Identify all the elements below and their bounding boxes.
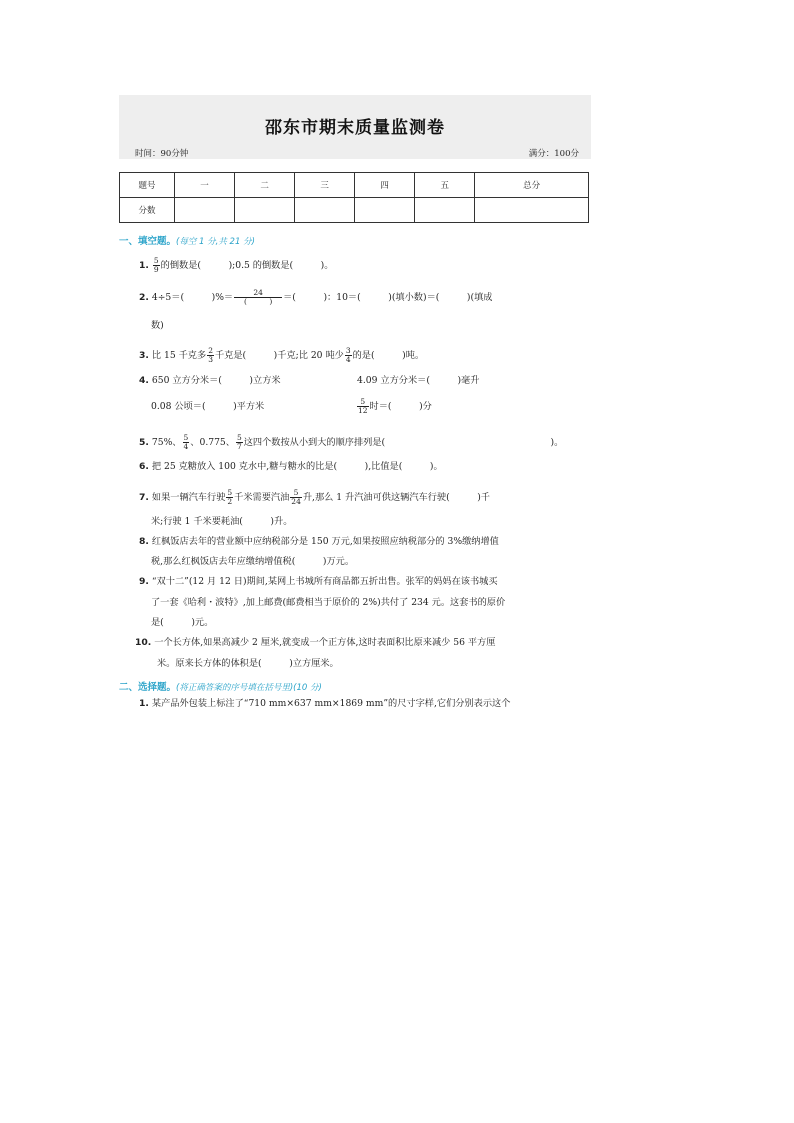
fraction [183, 434, 190, 451]
question-number: 8. [139, 536, 149, 547]
denominator: 7 [236, 442, 242, 451]
table-cell: 五 [415, 173, 475, 198]
question-number: 9. [139, 576, 149, 587]
question-9 [139, 576, 498, 588]
fraction [234, 289, 282, 306]
section-title: 二、选择题。 [119, 682, 177, 693]
question-10 [135, 637, 495, 649]
numerator: 5 [236, 433, 242, 442]
question-text: 某产品外包装上标注了“710 mm×637 mm×1869 mm”的尺寸字样,它们分别表示这个 [151, 698, 511, 709]
fraction [207, 347, 214, 364]
exam-header [119, 95, 591, 159]
question-text: 一个长方体,如果高减少 2 厘米,就变成一个正方体,这时表面积比原来减少 56 平方厘 [154, 637, 496, 648]
choice-question-1 [139, 698, 510, 710]
question-text: 75%、 [151, 437, 182, 448]
question-text: ＝( )：10＝( )(填小数)＝( )(填成 [283, 292, 493, 303]
table-cell: 分数 [120, 198, 175, 223]
denominator: 4 [345, 355, 351, 364]
numerator: 5 [357, 398, 369, 407]
fraction [345, 347, 352, 364]
question-text: 的是( )吨。 [352, 350, 425, 361]
question-4 [139, 375, 281, 387]
numerator: 24 [234, 289, 282, 298]
question-6 [139, 461, 443, 473]
denominator: 9 [153, 265, 159, 274]
denominator: 12 [358, 406, 368, 415]
denominator: 24 [291, 497, 301, 506]
numerator: 5 [183, 433, 189, 442]
numerator: 5 [290, 489, 302, 498]
question-text: 这四个数按从小到大的顺序排列是( )。 [243, 437, 564, 448]
fraction [236, 434, 243, 451]
question-text: 、0.775、 [190, 437, 235, 448]
question-10-cont: 米。原来长方体的体积是( )立方厘米。 [157, 658, 339, 669]
fraction [290, 489, 302, 506]
table-cell: 题号 [120, 173, 175, 198]
table-cell: 二 [235, 173, 295, 198]
table-cell: 三 [295, 173, 355, 198]
question-number: 7. [139, 492, 149, 503]
table-cell: 一 [175, 173, 235, 198]
question-text: 升,那么 1 升汽油可供这辆汽车行驶( )千 [302, 492, 490, 503]
denominator: 3 [208, 355, 213, 364]
question-4-part-b: 4.09 立方分米＝( )毫升 [357, 375, 480, 386]
question-text: 如果一辆汽车行驶 [151, 492, 226, 503]
question-number: 1. [139, 698, 149, 709]
numerator: 2 [208, 346, 213, 355]
question-7-cont: 米;行驶 1 千米要耗油( )升。 [151, 516, 293, 527]
score-cell[interactable] [415, 198, 475, 223]
fraction [153, 257, 160, 274]
question-4-part-d [356, 398, 432, 415]
section-note: (将正确答案的序号填在括号里)(10 分) [176, 683, 322, 693]
question-9-cont: 了一套《哈利・波特》,加上邮费(邮费相当于原价的 2%)共付了 234 元。这套书的原价 [151, 597, 506, 608]
table-cell: 总分 [475, 173, 589, 198]
question-text: 千克是( )千克;比 20 吨少 [214, 350, 344, 361]
question-2 [139, 289, 492, 306]
question-text: 千米需要汽油 [234, 492, 290, 503]
numerator: 5 [227, 488, 233, 497]
question-text: 4÷5＝( )%＝ [151, 292, 234, 303]
time-limit: 时间：90分钟 [135, 149, 189, 159]
fraction [357, 398, 369, 415]
question-text: 红枫饭店去年的营业额中应纳税部分是 150 万元,如果按照应纳税部分的 3%缴纳增值 [151, 536, 499, 547]
question-7 [139, 489, 490, 506]
table-cell: 四 [355, 173, 415, 198]
numerator: 3 [345, 346, 351, 355]
question-2-cont: 数) [151, 320, 164, 331]
score-table [119, 172, 589, 223]
denominator: 2 [227, 497, 233, 506]
question-text: 比 15 千克多 [151, 350, 207, 361]
exam-title: 邵东市期末质量监测卷 [265, 118, 445, 138]
question-number: 4. [139, 375, 149, 386]
section-heading [119, 679, 322, 693]
question-number: 2. [139, 292, 149, 303]
section-note: (每空 1 分,共 21 分) [176, 237, 255, 247]
score-cell[interactable] [475, 198, 589, 223]
question-text: 把 25 克糖放入 100 克水中,糖与糖水的比是( ),比值是( )。 [151, 461, 443, 472]
question-number: 3. [139, 350, 149, 361]
exam-sheet [119, 95, 591, 720]
score-cell[interactable] [235, 198, 295, 223]
question-number: 6. [139, 461, 149, 472]
section-title: 一、填空题。 [119, 236, 177, 247]
question-3 [139, 347, 424, 364]
question-8 [139, 536, 499, 548]
question-text: “双十二”(12 月 12 日)期间,某网上书城所有商品都五折出售。张军的妈妈在该书城买 [151, 576, 498, 587]
score-table-header-row [120, 173, 589, 198]
question-4-part-c: 0.08 公顷＝( )平方米 [151, 401, 265, 412]
denominator: ( ) [243, 297, 273, 306]
score-cell[interactable] [175, 198, 235, 223]
question-9-cont: 是( )元。 [151, 617, 214, 628]
question-text: 650 立方分米＝( )立方米 [151, 375, 281, 386]
score-cell[interactable] [295, 198, 355, 223]
question-number: 10. [135, 637, 152, 648]
numerator: 5 [153, 256, 159, 265]
score-table-score-row [120, 198, 589, 223]
question-number: 5. [139, 437, 149, 448]
denominator: 4 [183, 442, 189, 451]
question-1 [139, 257, 333, 274]
section-heading [119, 233, 255, 247]
fraction [226, 489, 233, 506]
question-text: 的倒数是( );0.5 的倒数是( )。 [160, 260, 334, 271]
question-8-cont: 税,那么红枫饭店去年应缴纳增值税( )万元。 [151, 556, 355, 567]
score-cell[interactable] [355, 198, 415, 223]
full-score: 满分：100分 [528, 149, 579, 159]
question-5 [139, 434, 563, 451]
question-number: 1. [139, 260, 149, 271]
question-text: 时＝( )分 [369, 401, 432, 412]
